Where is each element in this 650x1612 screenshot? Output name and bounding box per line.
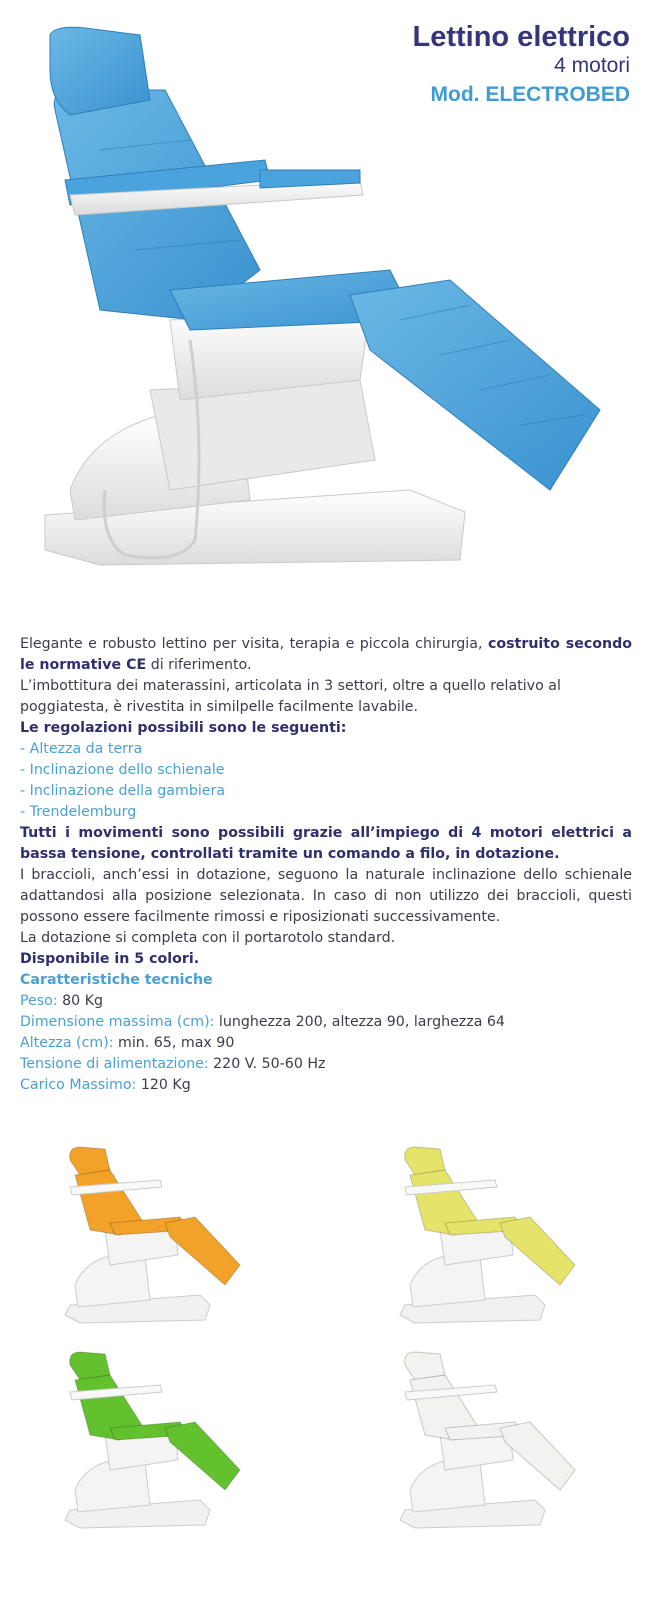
adjust-item: - Trendelemburg — [20, 804, 137, 820]
spec-row — [20, 1012, 632, 1033]
spec-row — [20, 991, 632, 1012]
model-name: Mod. ELECTROBED — [430, 83, 630, 106]
spec-label: Carico Massimo: — [20, 1077, 141, 1093]
product-description — [20, 634, 632, 1096]
page-subtitle: 4 motori — [554, 54, 630, 77]
adjust-item: - Inclinazione dello schienale — [20, 762, 225, 778]
spec-row — [20, 1054, 632, 1075]
specs-title: Caratteristiche tecniche — [20, 972, 213, 988]
spec-label: Dimensione massima (cm): — [20, 1014, 219, 1030]
desc-colors: Disponibile in 5 colori. — [20, 951, 200, 967]
desc-roll: La dotazione si completa con il portarotolo standard. — [20, 930, 396, 946]
desc-padding: L’imbottitura dei materassini, articolata in 3 settori, oltre a quello relativo al poggiatesta, è rivestita in similpelle facilmente lavabile. — [20, 678, 561, 715]
variant-green-chair-image — [50, 1340, 250, 1540]
variant-white-chair-image — [385, 1340, 585, 1540]
adjust-item: - Inclinazione della gambiera — [20, 783, 226, 799]
spec-row — [20, 1033, 632, 1054]
adjust-title: Le regolazioni possibili sono le seguenti: — [20, 720, 347, 736]
spec-value: 220 V. 50-60 Hz — [213, 1056, 326, 1072]
desc-intro: Elegante e robusto lettino per visita, terapia e piccola chirurgia, — [20, 636, 488, 652]
variant-yellow-chair-image — [385, 1135, 585, 1335]
spec-label: Altezza (cm): — [20, 1035, 119, 1051]
spec-value: 80 Kg — [62, 993, 104, 1009]
page-title: Lettino elettrico — [412, 21, 630, 53]
spec-row — [20, 1075, 632, 1096]
desc-armrests: I braccioli, anch’essi in dotazione, seguono la naturale inclinazione dello schienale adattandosi alla posizione selezionata. In caso di non utilizzo dei braccioli, questi possono essere facilmente rimossi e riposizionati successivamente. — [20, 867, 632, 925]
spec-value: lunghezza 200, altezza 90, larghezza 64 — [218, 1014, 505, 1030]
desc-ce-norm: costruito secondo le normative CE — [20, 636, 632, 673]
hero-chair-image — [30, 20, 630, 600]
desc-motors: Tutti i movimenti sono possibili grazie all’impiego di 4 motori elettrici a bassa tensione, controllati tramite un comando a filo, in dotazione. — [20, 825, 632, 862]
variant-orange-chair-image — [50, 1135, 250, 1335]
desc-intro-end: di riferimento. — [146, 657, 252, 673]
spec-label: Peso: — [20, 993, 63, 1009]
adjust-item: - Altezza da terra — [20, 741, 143, 757]
spec-value: min. 65, max 90 — [118, 1035, 235, 1051]
spec-label: Tensione di alimentazione: — [20, 1056, 214, 1072]
spec-value: 120 Kg — [140, 1077, 191, 1093]
